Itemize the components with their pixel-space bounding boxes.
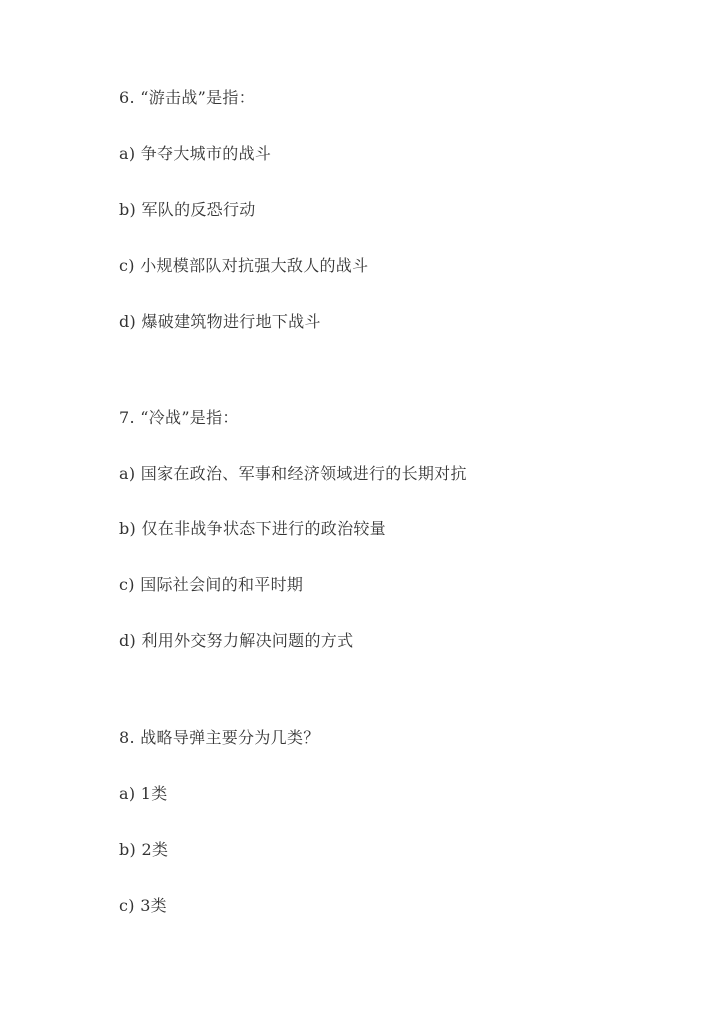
question-7-option-b: b) 仅在非战争状态下进行的政治较量 [119, 519, 386, 538]
question-8-option-a: a) 1类 [119, 784, 168, 803]
question-6-stem: 6. “游击战”是指： [119, 88, 256, 107]
question-6-option-a: a) 争夺大城市的战斗 [119, 144, 272, 163]
question-7-stem: 7. “冷战”是指： [119, 408, 239, 427]
question-7-option-c: c) 国际社会间的和平时期 [119, 575, 304, 594]
question-7-option-a: a) 国家在政治、军事和经济领域进行的长期对抗 [119, 464, 467, 483]
question-8-stem: 8. 战略导弹主要分为几类？ [119, 728, 320, 747]
question-8-option-b: b) 2类 [119, 840, 169, 859]
question-8-option-c: c) 3类 [119, 896, 167, 915]
question-6-option-d: d) 爆破建筑物进行地下战斗 [119, 312, 321, 331]
question-6-option-b: b) 军队的反恐行动 [119, 200, 256, 219]
question-6-option-c: c) 小规模部队对抗强大敌人的战斗 [119, 256, 369, 275]
question-7-option-d: d) 利用外交努力解决问题的方式 [119, 631, 354, 650]
